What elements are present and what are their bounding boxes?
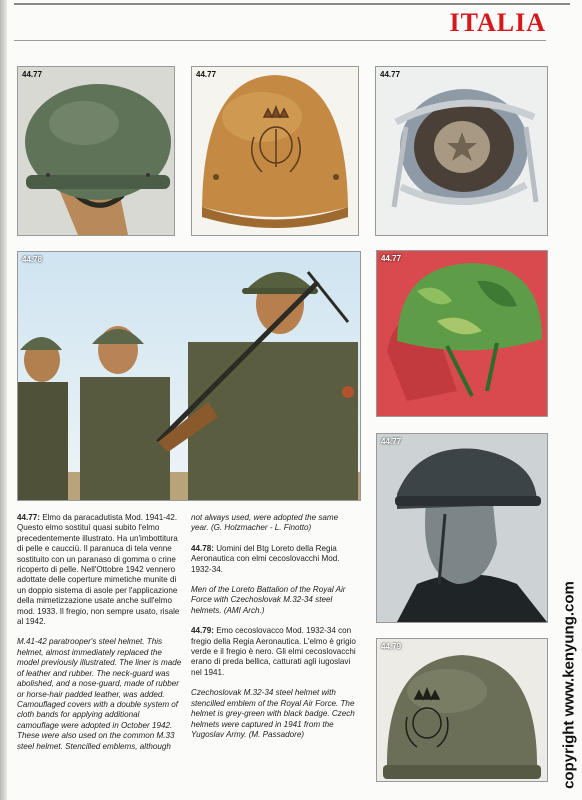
photo-portrait	[376, 433, 548, 623]
copyright-watermark	[558, 575, 580, 795]
caption-column-2	[191, 513, 357, 750]
copyright-text: copyright www.kenyung.com	[560, 581, 578, 789]
helmet-interior-image	[376, 67, 547, 235]
caption-column-1	[17, 513, 182, 762]
helmet-czech-image	[377, 639, 547, 781]
caption-44-78-italian	[191, 544, 357, 575]
photo-helmet-camouflage	[376, 250, 548, 417]
photo-label: 44.77	[196, 70, 217, 79]
caption-44-79-italian	[191, 626, 357, 678]
page-edge-shadow	[0, 0, 7, 800]
photo-label: 44.78	[22, 255, 43, 264]
photo-label: 44.77	[381, 437, 402, 446]
caption-number: 44.77:	[17, 513, 40, 522]
helmet-camouflage-image	[377, 251, 547, 416]
header-rule	[14, 40, 546, 41]
helmet-side-image	[18, 67, 174, 235]
top-rule	[14, 3, 570, 5]
caption-44-78-english: Men of the Loreto Battalion of the Royal Air Force with Czechoslovak M.32-34 steel helmets. (AMI Arch.)	[191, 585, 346, 615]
caption-text: Emo cecoslovacco Mod. 1932-34 con fregio della Regia Aeronautica. L'elmo è grigio verde e il fregio è nero. Gli elmi cecoslovacchi erano di preda bellica, catturati agli iugoslavi nel 1941.	[191, 626, 356, 677]
photo-helmet-czech	[376, 638, 548, 782]
photo-label: 44.77	[381, 254, 402, 263]
caption-number: 44.78:	[191, 543, 214, 553]
helmet-emblem-image	[192, 67, 358, 235]
caption-44-77-english-cont: not always used, were adopted the same year. (G. Holzmacher - L. Finotto)	[191, 513, 339, 533]
photo-helmet-interior	[375, 66, 548, 236]
soldiers-image	[18, 252, 360, 500]
photo-soldiers	[17, 251, 361, 501]
caption-44-79-english: Czechoslovak M.32-34 steel helmet with stencilled emblem of the Royal Air Force. The helmet is grey-green with black badge. Czech helmets were captured in 1941 from the Yugoslav Army. (M. Passadore)	[191, 688, 355, 739]
caption-44-77-italian	[17, 513, 182, 627]
caption-44-77-english: M.41-42 paratrooper's steel helmet. This helmet, almost immediately replaced the model previously illustrated. The liner is made of leather and rubber. The neck-guard was abolished, and a nose-guard, made of rubber or horse-hair padded leather, was added. Camouflaged covers with a double system of cloth bands for applying additional camouflage were adopted in October 1942. These were also used on the common M.33 steel helmet. Stencilled emblems, although	[17, 637, 182, 751]
page-title: ITALIA	[449, 8, 546, 37]
portrait-image	[377, 434, 547, 622]
photo-helmet-emblem	[191, 66, 359, 236]
caption-number: 44.79:	[191, 626, 214, 636]
caption-text: Uomini del Btg Loreto della Regia Aeronautica con elmi cecoslovacchi Mod. 1932-34.	[191, 543, 340, 574]
photo-helmet-side	[17, 66, 175, 236]
caption-text: Elmo da paracadutista Mod. 1941-42. Questo elmo sostituì quasi subito l'elmo precedentemente illustrato. Ha un'imbottitura di pelle e caucciù. Il paranuca di tela venne sostituito con un paranaso di gomma o crine ricoperto di pelle. Nell'Ottobre 1942 vennero adottate delle coperture mimetiche munite di un doppio sistema di asole per l'applicazione della mimetizzazione usate anche sull'elmo mod. 1933. Il fregio, non sempre usato, risale al 1942.	[17, 513, 180, 627]
photo-label: 44.77	[380, 70, 401, 79]
photo-label: 44.77	[22, 70, 43, 79]
photo-label: 44.79	[381, 642, 402, 651]
